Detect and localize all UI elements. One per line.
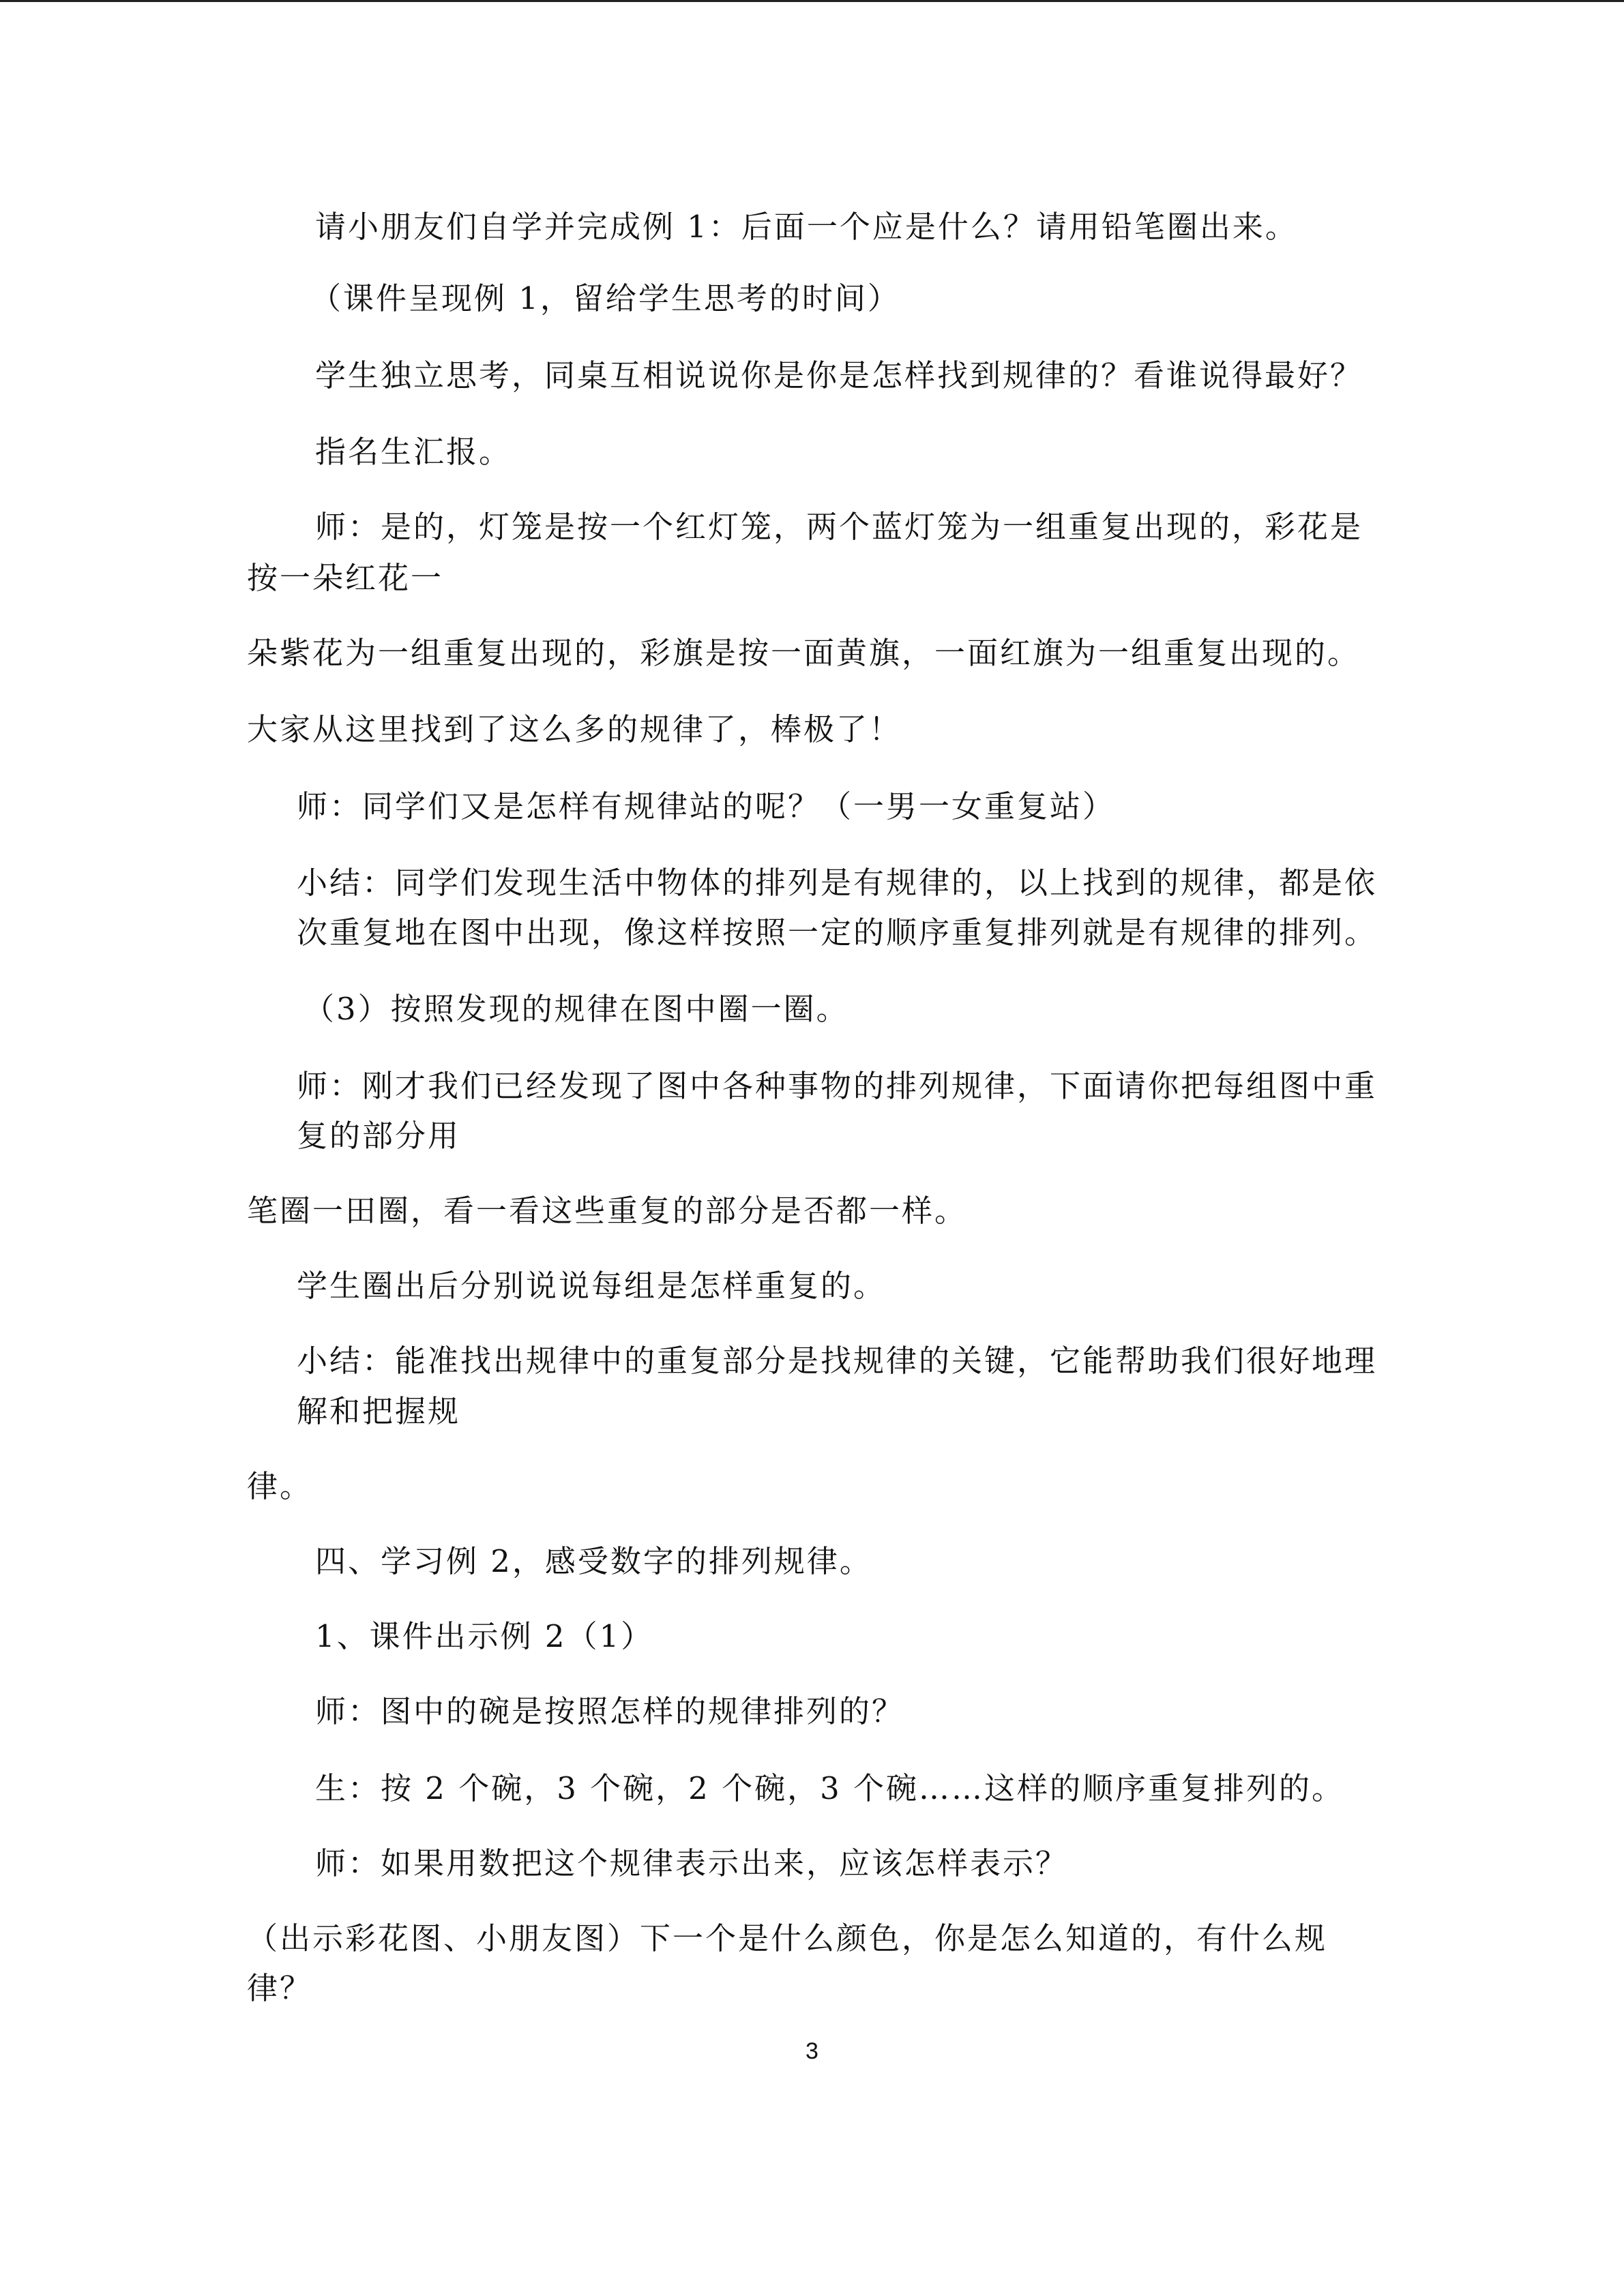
text-line: 笔圈一田圈，看一看这些重复的部分是否都一样。 bbox=[247, 1193, 968, 1229]
text-line: 律。 bbox=[247, 1468, 313, 1504]
text-line: 小结：能准找出规律中的重复部分是找规律的关键，它能帮助我们很好地理 bbox=[297, 1343, 1378, 1379]
text-line: 朵紫花为一组重复出现的，彩旗是按一面黄旗，一面红旗为一组重复出现的。 bbox=[247, 635, 1361, 671]
text-line: 学生圈出后分别说说每组是怎样重复的。 bbox=[297, 1268, 887, 1304]
text-line: 四、学习例 2，感受数字的排列规律。 bbox=[315, 1543, 872, 1579]
text-line: 复的部分用 bbox=[297, 1118, 461, 1154]
text-line: 生：按 2 个碗，3 个碗，2 个碗，3 个碗……这样的顺序重复排列的。 bbox=[315, 1770, 1345, 1806]
text-line: （出示彩花图、小朋友图）下一个是什么颜色，你是怎么知道的，有什么规 bbox=[247, 1920, 1328, 1956]
text-line: 师：是的，灯笼是按一个红灯笼，两个蓝灯笼为一组重复出现的，彩花是 bbox=[315, 509, 1363, 545]
text-line: 学生独立思考，同桌互相说说你是你是怎样找到规律的？看谁说得最好？ bbox=[315, 357, 1363, 393]
text-line: 师：图中的碗是按照怎样的规律排列的？ bbox=[315, 1693, 905, 1729]
text-line: 师：刚才我们已经发现了图中各种事物的排列规律，下面请你把每组图中重 bbox=[297, 1068, 1378, 1104]
text-line: 师：如果用数把这个规律表示出来，应该怎样表示？ bbox=[315, 1845, 1069, 1881]
text-line: 解和把握规 bbox=[297, 1393, 461, 1429]
page-number: 3 bbox=[806, 2038, 818, 2064]
text-line: 指名生汇报。 bbox=[315, 434, 512, 470]
text-line: 请小朋友们自学并完成例 1：后面一个应是什么？请用铅笔圈出来。 bbox=[315, 209, 1298, 245]
text-line: 师：同学们又是怎样有规律站的呢？（一男一女重复站） bbox=[297, 788, 1116, 824]
text-line: （课件呈现例 1，留给学生思考的时间） bbox=[310, 280, 900, 316]
text-line: 大家从这里找到了这么多的规律了，棒极了！ bbox=[247, 711, 902, 747]
text-line: 次重复地在图中出现，像这样按照一定的顺序重复排列就是有规律的排列。 bbox=[297, 914, 1378, 951]
text-line: 小结：同学们发现生活中物体的排列是有规律的，以上找到的规律，都是依 bbox=[297, 865, 1378, 901]
text-line: （3）按照发现的规律在图中圈一圈。 bbox=[304, 991, 849, 1027]
text-line: 按一朵红花一 bbox=[247, 560, 444, 596]
text-line: 1、课件出示例 2（1） bbox=[315, 1618, 654, 1654]
text-line: 律？ bbox=[247, 1970, 313, 2006]
